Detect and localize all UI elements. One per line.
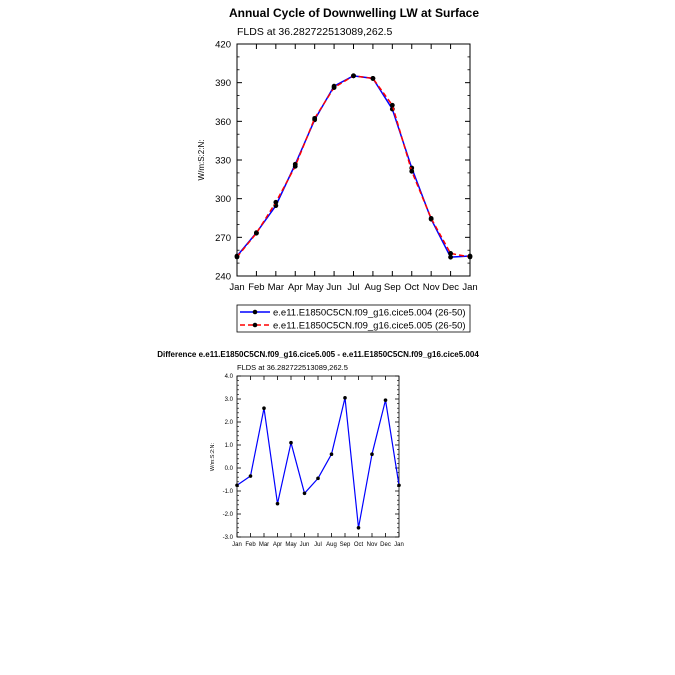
x-tick-label: Mar (267, 282, 285, 293)
data-point-series-2 (371, 76, 376, 81)
y-tick-label: 360 (215, 116, 231, 128)
difference-chart (157, 350, 479, 548)
data-point-series-2 (448, 251, 453, 256)
x-tick-label: Dec (380, 542, 391, 548)
x-tick-label: Jun (299, 542, 310, 548)
legend-marker-series-1 (253, 310, 258, 315)
data-point-series-2 (293, 164, 298, 169)
y-tick-label: 2.0 (224, 420, 233, 426)
chart-subtitle: FLDS at 36.282722513089,262.5 (237, 26, 393, 38)
x-tick-label: Jul (314, 542, 322, 548)
x-tick-label: Jan (462, 282, 478, 293)
x-tick-label: Aug (326, 542, 337, 548)
y-axis-label: W/m:S:2:N: (210, 442, 216, 472)
y-tick-label: 0.0 (224, 466, 233, 472)
y-axis-label: W/m:S:2:N: (197, 139, 206, 181)
series-line-1 (237, 398, 399, 528)
data-point-series-2 (332, 85, 337, 90)
x-tick-label: Apr (272, 542, 283, 548)
x-tick-label: Jul (347, 282, 360, 293)
y-tick-label: -3.0 (222, 535, 233, 541)
y-tick-label: 270 (215, 232, 231, 244)
data-point-series-2 (468, 255, 473, 260)
data-point-series-1 (370, 452, 374, 456)
y-tick-label: 240 (215, 271, 231, 283)
plot-frame (237, 44, 470, 276)
data-point-series-1 (397, 483, 401, 487)
x-tick-label: Dec (442, 282, 460, 293)
data-point-series-1 (276, 502, 280, 506)
x-tick-label: Oct (353, 542, 364, 548)
annual-cycle-chart (197, 6, 479, 332)
data-point-series-2 (235, 255, 240, 260)
y-tick-label: 300 (215, 194, 231, 206)
legend-marker-series-2 (253, 323, 258, 328)
x-tick-label: Mar (258, 542, 270, 548)
y-tick-label: 1.0 (224, 443, 233, 449)
data-point-series-2 (254, 231, 259, 236)
data-point-series-1 (262, 406, 266, 410)
data-point-series-2 (312, 116, 317, 121)
y-tick-label: -1.0 (222, 489, 233, 495)
x-tick-label: Feb (245, 542, 256, 548)
data-point-series-2 (409, 169, 414, 174)
x-tick-label: Jun (326, 282, 342, 293)
legend-label-series-1: e.e11.E1850C5CN.f09_g16.cice5.004 (26-50) (273, 307, 466, 319)
data-point-series-1 (357, 526, 361, 530)
plot-frame (237, 376, 399, 537)
legend-label-series-2: e.e11.E1850C5CN.f09_g16.cice5.005 (26-50) (273, 320, 466, 332)
x-tick-label: May (305, 282, 324, 293)
x-tick-label: Nov (366, 542, 378, 548)
x-tick-label: Sep (383, 282, 401, 293)
data-point-series-1 (303, 492, 307, 496)
y-tick-label: 330 (215, 155, 231, 167)
y-tick-label: 390 (215, 78, 231, 90)
chart-title: Difference e.e11.E1850C5CN.f09_g16.cice5.005 - e.e11.E1850C5CN.f09_g16.cice5.004 (157, 350, 479, 359)
data-point-series-1 (235, 483, 239, 487)
data-point-series-1 (330, 452, 334, 456)
legend (237, 305, 470, 332)
data-point-series-2 (273, 200, 278, 205)
y-tick-label: 3.0 (224, 397, 233, 403)
series-line-2 (237, 76, 470, 257)
series-line-1 (237, 76, 470, 257)
x-tick-label: Nov (422, 282, 440, 293)
y-tick-label: 4.0 (224, 374, 233, 380)
y-tick-label: 420 (215, 39, 231, 51)
x-tick-label: May (285, 542, 297, 548)
x-tick-label: Sep (339, 542, 351, 548)
data-point-series-1 (289, 441, 293, 445)
data-point-series-1 (343, 396, 347, 400)
data-point-series-1 (384, 398, 388, 402)
x-tick-label: Jan (232, 542, 242, 548)
y-tick-label: -2.0 (222, 512, 233, 518)
x-tick-label: Jan (394, 542, 404, 548)
data-point-series-1 (316, 477, 320, 481)
x-tick-label: Apr (287, 282, 303, 293)
chart-subtitle: FLDS at 36.282722513089,262.5 (237, 363, 348, 372)
x-tick-label: Jan (229, 282, 245, 293)
data-point-series-1 (249, 474, 253, 478)
data-point-series-2 (351, 73, 356, 78)
x-tick-label: Oct (404, 282, 420, 293)
x-tick-label: Aug (364, 282, 382, 293)
data-point-series-2 (429, 216, 434, 221)
chart-title: Annual Cycle of Downwelling LW at Surface (228, 6, 480, 20)
data-point-series-2 (390, 103, 395, 108)
x-tick-label: Feb (248, 282, 265, 293)
